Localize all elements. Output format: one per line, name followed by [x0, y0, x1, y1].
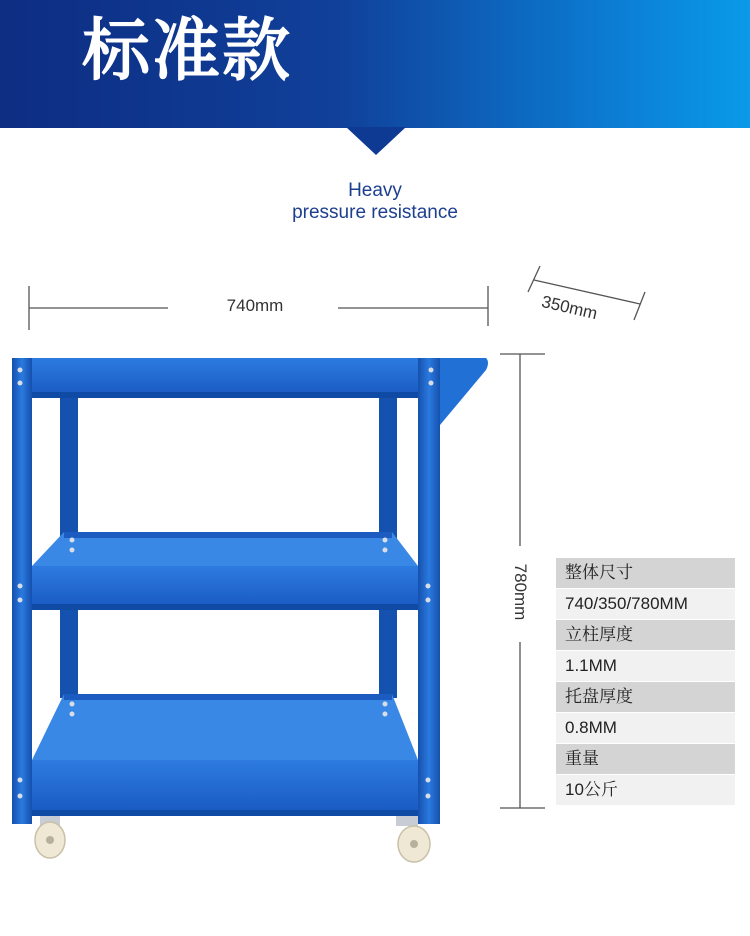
- width-label: 740mm: [226, 296, 284, 315]
- spec-label-tray-thickness: 托盘厚度: [556, 682, 735, 712]
- page-title: 标准款: [82, 12, 293, 91]
- spec-value-tray-thickness: 0.8MM: [556, 713, 735, 743]
- tagline-line-2: pressure resistance: [292, 202, 458, 223]
- spec-label-weight: 重量: [556, 744, 735, 774]
- spec-label-size: 整体尺寸: [556, 558, 735, 588]
- tagline-line-1: Heavy: [348, 180, 402, 201]
- spec-value-post-thickness: 1.1MM: [556, 651, 735, 681]
- caster-left: [35, 816, 65, 858]
- spec-value-weight: 10公斤: [556, 775, 735, 805]
- tool-cart: [12, 358, 488, 862]
- spec-value-size: 740/350/780MM: [556, 589, 735, 619]
- depth-label: 350mm: [539, 292, 600, 324]
- spec-label-post-thickness: 立柱厚度: [556, 620, 735, 650]
- spec-table: [556, 558, 735, 806]
- height-label: 780mm: [511, 563, 530, 621]
